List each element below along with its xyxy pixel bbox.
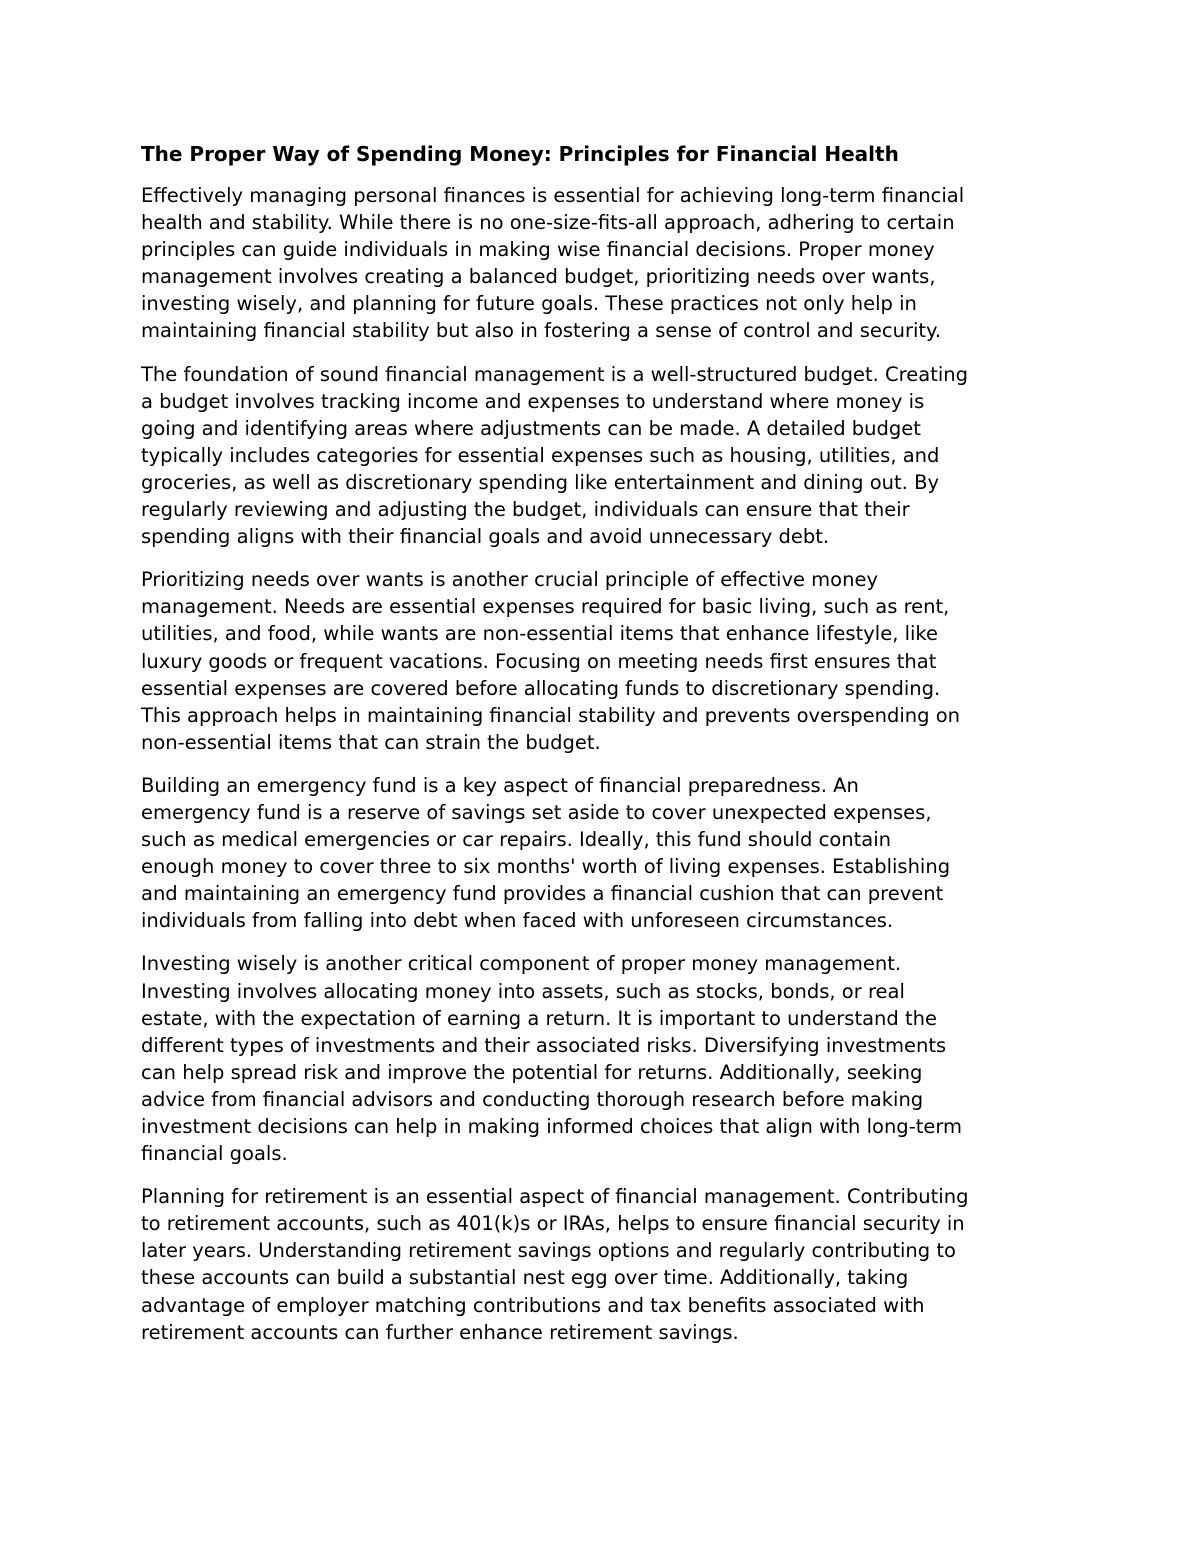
text-line: The foundation of sound financial management is a well-structured budget. Creating	[141, 362, 969, 386]
text-line: luxury goods or frequent vacations. Focusing on meeting needs first ensures that	[141, 649, 937, 673]
document-title: The Proper Way of Spending Money: Principles for Financial Health	[141, 142, 899, 166]
text-line: non-essential items that can strain the budget.	[141, 730, 601, 754]
paragraph-needs-wants	[141, 566, 1071, 756]
text-line: This approach helps in maintaining financial stability and prevents overspending on	[141, 703, 960, 727]
text-line: investing wisely, and planning for future goals. These practices not only help in	[141, 292, 917, 316]
text-line: Building an emergency fund is a key aspect of financial preparedness. An	[141, 773, 859, 797]
text-line: essential expenses are covered before allocating funds to discretionary spending.	[141, 676, 941, 700]
text-line: management. Needs are essential expenses required for basic living, such as rent,	[141, 595, 950, 619]
document-page	[141, 140, 1071, 1362]
text-line: advantage of employer matching contributions and tax benefits associated with	[141, 1293, 925, 1317]
text-line: retirement accounts can further enhance retirement savings.	[141, 1320, 739, 1344]
text-line: can help spread risk and improve the potential for returns. Additionally, seeking	[141, 1060, 923, 1084]
text-line: emergency fund is a reserve of savings set aside to cover unexpected expenses,	[141, 800, 932, 824]
text-line: Planning for retirement is an essential aspect of financial management. Contributing	[141, 1185, 969, 1209]
paragraph-budget	[141, 361, 1071, 551]
text-line: investment decisions can help in making informed choices that align with long-term	[141, 1115, 963, 1138]
text-line: individuals from falling into debt when faced with unforeseen circumstances.	[141, 909, 894, 933]
text-line: to retirement accounts, such as 401(k)s or IRAs, helps to ensure financial security in	[141, 1212, 965, 1236]
text-line: regularly reviewing and adjusting the budget, individuals can ensure that their	[141, 498, 910, 522]
text-line: enough money to cover three to six months' worth of living expenses. Establishing	[141, 855, 951, 879]
text-line: Prioritizing needs over wants is another crucial principle of effective money	[141, 568, 879, 592]
text-line: a budget involves tracking income and expenses to understand where money is	[141, 389, 925, 413]
text-line: management involves creating a balanced budget, prioritizing needs over wants,	[141, 265, 936, 289]
text-line: Effectively managing personal finances is essential for achieving long-term financial	[141, 184, 965, 207]
text-line: going and identifying areas where adjustments can be made. A detailed budget	[141, 416, 921, 440]
text-line: health and stability. While there is no one-size-fits-all approach, adhering to certain	[141, 211, 955, 235]
text-line: typically includes categories for essential expenses such as housing, utilities, and	[141, 443, 940, 467]
text-line: and maintaining an emergency fund provides a financial cushion that can prevent	[141, 882, 944, 906]
paragraph-intro	[141, 182, 1071, 345]
text-line: financial goals.	[141, 1142, 288, 1166]
text-line: different types of investments and their associated risks. Diversifying investments	[141, 1033, 947, 1057]
text-line: later years. Understanding retirement savings options and regularly contributing to	[141, 1239, 956, 1263]
text-line: maintaining financial stability but also in fostering a sense of control and security.	[141, 319, 942, 343]
text-line: these accounts can build a substantial nest egg over time. Additionally, taking	[141, 1266, 909, 1290]
text-line: Investing involves allocating money into assets, such as stocks, bonds, or real	[141, 979, 905, 1003]
paragraph-retirement	[141, 1183, 1071, 1346]
text-line: advice from financial advisors and conducting thorough research before making	[141, 1087, 924, 1111]
paragraph-investing	[141, 950, 1071, 1167]
text-line: principles can guide individuals in making wise financial decisions. Proper money	[141, 238, 935, 262]
text-line: groceries, as well as discretionary spending like entertainment and dining out. By	[141, 470, 939, 494]
text-line: Investing wisely is another critical component of proper money management.	[141, 952, 902, 976]
text-line: estate, with the expectation of earning a return. It is important to understand the	[141, 1006, 937, 1030]
paragraph-emergency-fund	[141, 772, 1071, 935]
text-line: utilities, and food, while wants are non-essential items that enhance lifestyle, like	[141, 622, 939, 646]
text-line: spending aligns with their financial goals and avoid unnecessary debt.	[141, 525, 830, 549]
text-line: such as medical emergencies or car repairs. Ideally, this fund should contain	[141, 828, 891, 852]
